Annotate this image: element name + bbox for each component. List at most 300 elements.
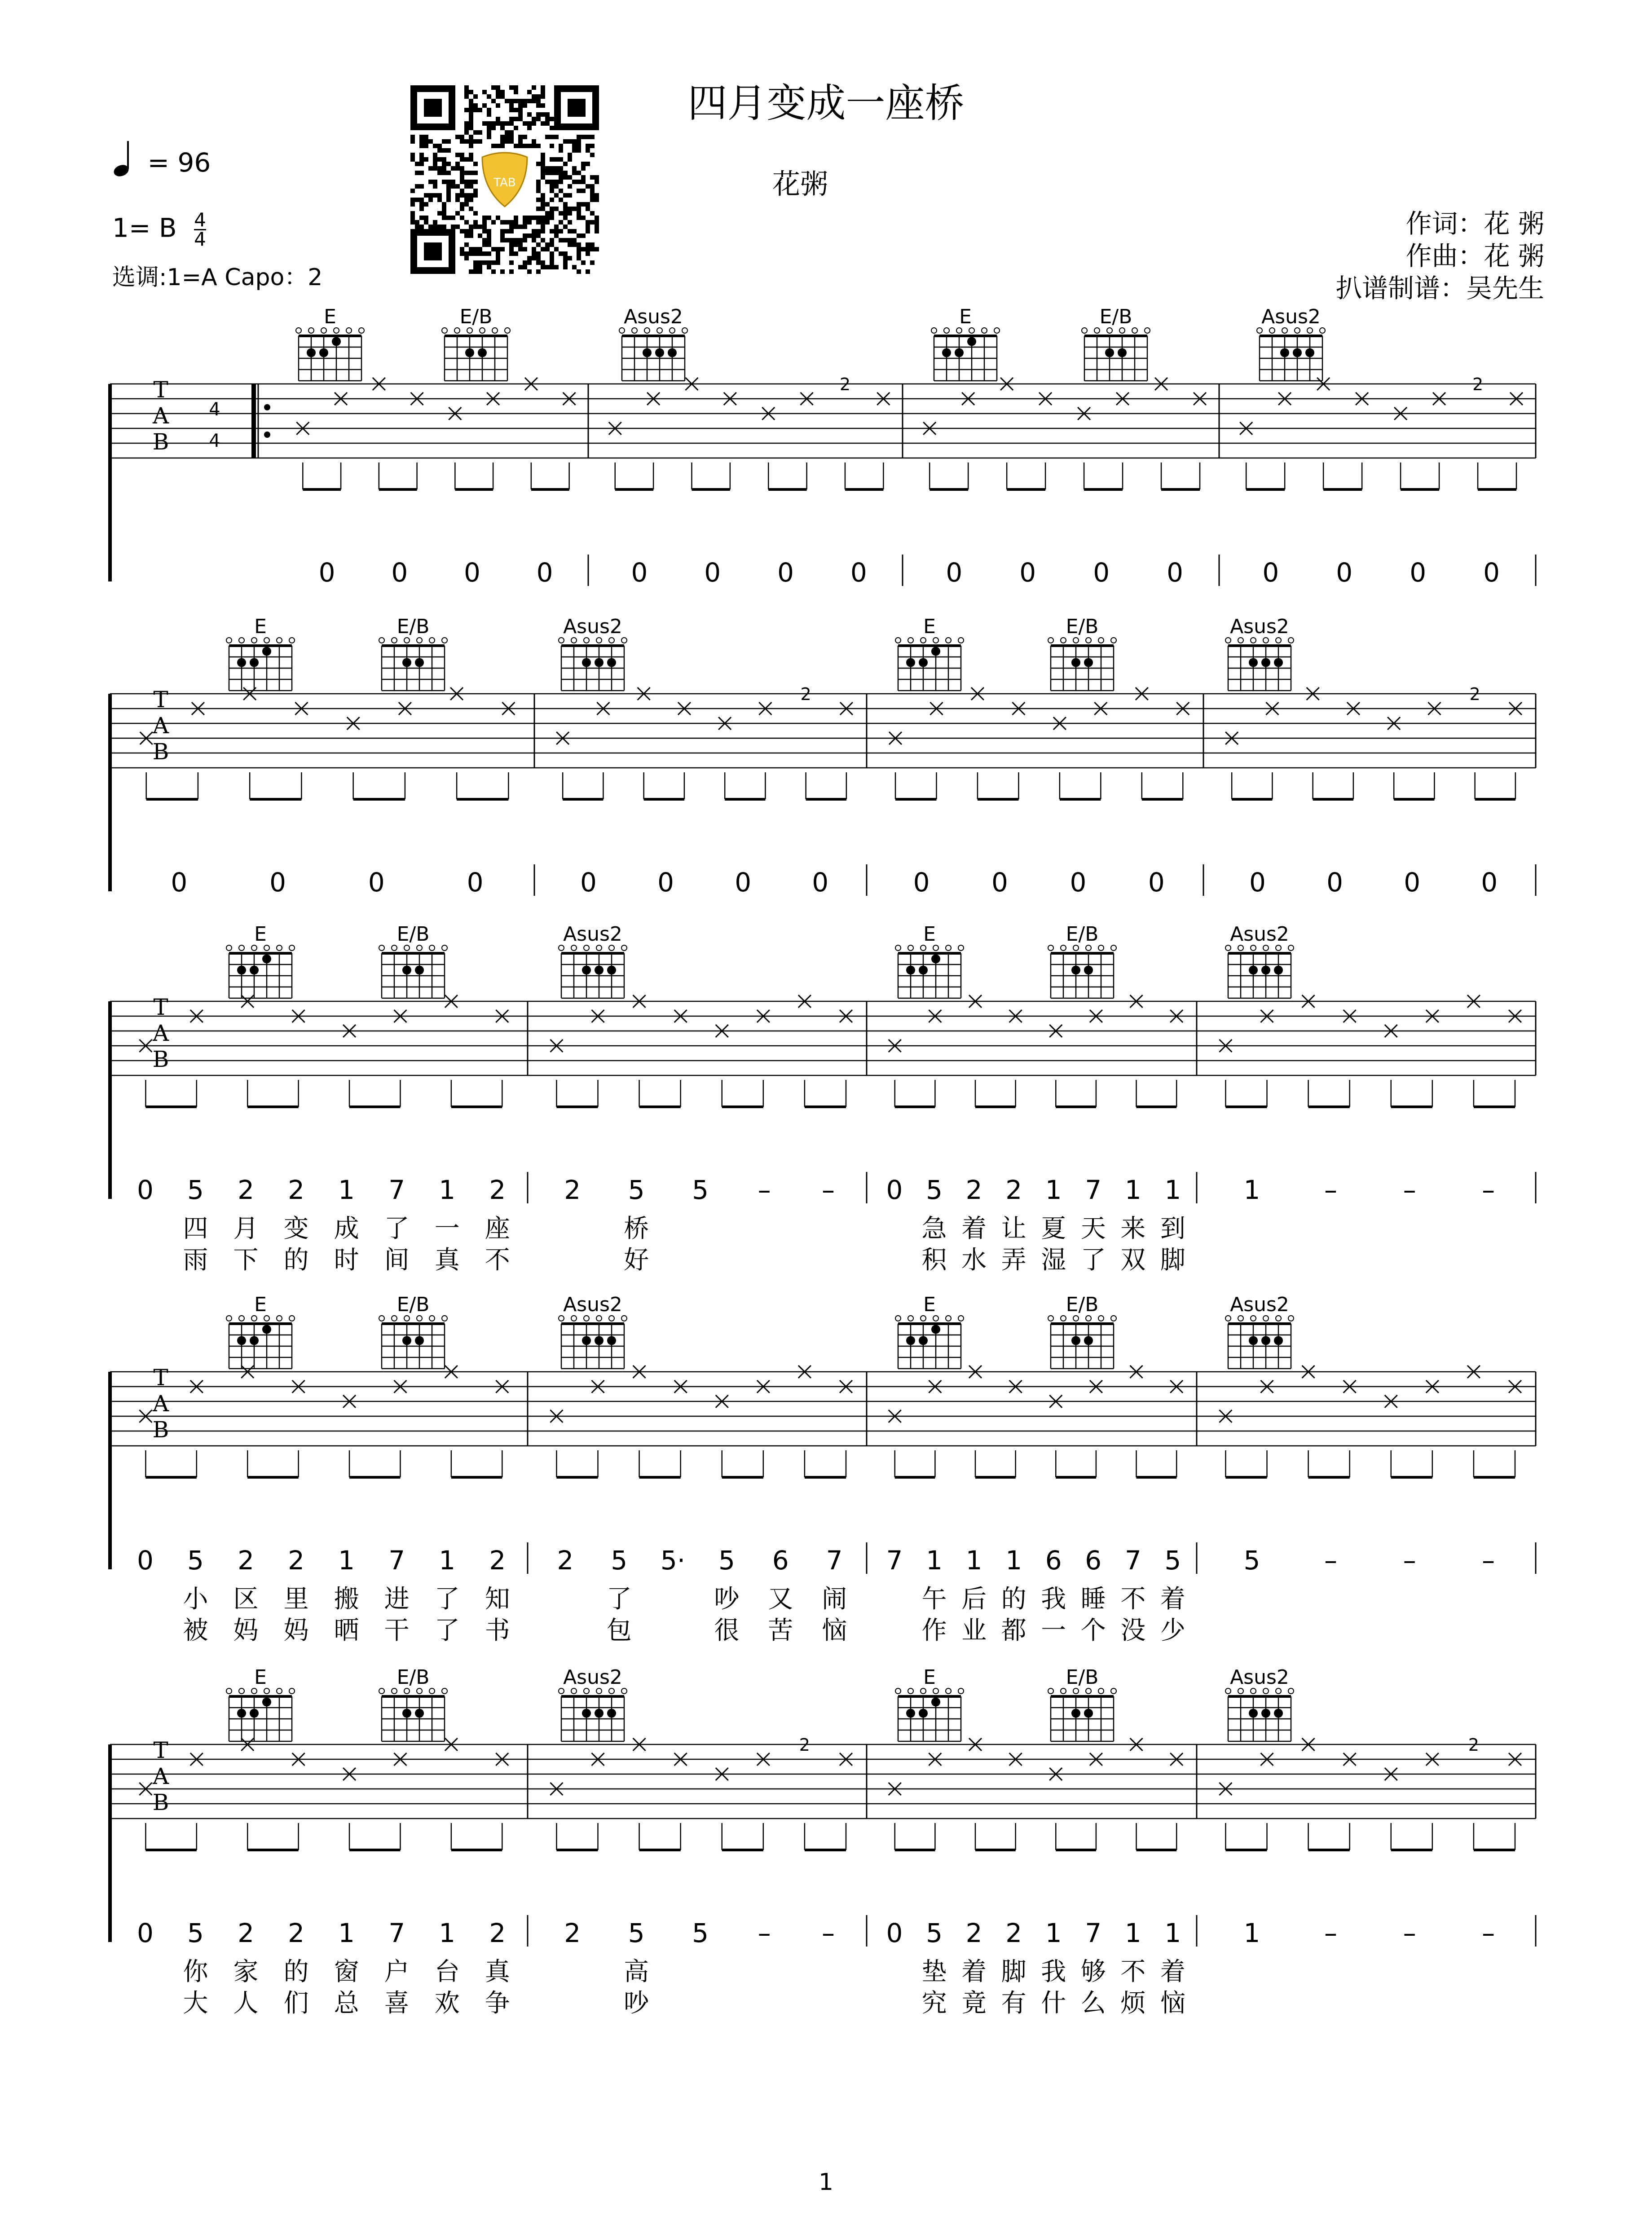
chord-diagram — [1082, 305, 1150, 381]
finger-dot — [655, 348, 664, 357]
lyric-char: 水 — [961, 1246, 987, 1275]
lyric-char: 真 — [434, 1246, 460, 1275]
open-string-marker — [1111, 945, 1116, 951]
tab-letter: A — [152, 1763, 169, 1789]
lyric-char: 恼 — [822, 1616, 847, 1645]
jianpu-note: 0 — [269, 867, 286, 898]
open-string-marker — [1225, 1316, 1231, 1321]
open-string-marker — [609, 1316, 614, 1321]
open-string-marker — [621, 638, 627, 643]
lyric-char: 月 — [233, 1214, 259, 1243]
chord-name: Asus2 — [624, 305, 683, 328]
open-string-marker — [1282, 328, 1287, 333]
finger-dot — [1249, 966, 1258, 975]
lyric-char: 脚 — [1160, 1246, 1185, 1275]
open-string-marker — [1048, 945, 1053, 951]
jianpu-note: 0 — [1167, 557, 1184, 588]
tab-measure — [609, 374, 890, 489]
chord-name: E — [923, 615, 936, 638]
lyric-char: 争 — [485, 1989, 510, 2018]
lyric-char: 人 — [233, 1989, 259, 2018]
finger-dot — [415, 1709, 424, 1718]
finger-dot — [478, 348, 487, 357]
finger-dot — [262, 1698, 271, 1707]
lyric-char: 我 — [1041, 1585, 1066, 1614]
finger-dot — [582, 1336, 591, 1345]
lyric-char: 作 — [921, 1616, 947, 1645]
open-string-marker — [1098, 1688, 1104, 1694]
finger-dot — [931, 955, 940, 964]
open-string-marker — [559, 1316, 564, 1321]
finger-dot — [607, 658, 616, 667]
lyric-char: 又 — [768, 1585, 793, 1614]
chord-diagram — [442, 305, 510, 381]
open-string-marker — [1276, 1316, 1281, 1321]
jianpu-note: 0 — [777, 557, 794, 588]
open-string-marker — [1061, 945, 1066, 951]
lyric-char: 了 — [384, 1214, 410, 1243]
jianpu-note: 1 — [1243, 1175, 1260, 1205]
chord-name: E/B — [1066, 1293, 1099, 1316]
jianpu-note: 1 — [439, 1175, 456, 1205]
lyric-char: 包 — [606, 1616, 632, 1645]
finger-dot — [262, 1325, 271, 1334]
jianpu-note: 7 — [1124, 1545, 1141, 1576]
open-string-marker — [308, 328, 314, 333]
chord-name: Asus2 — [563, 615, 622, 638]
jianpu-measure — [557, 1542, 867, 1576]
jianpu-note: 0 — [368, 867, 385, 898]
lyric-char: 间 — [384, 1246, 410, 1275]
chord-diagram — [559, 923, 627, 998]
lyric-char: 急 — [921, 1214, 947, 1243]
finger-dot — [595, 1336, 604, 1345]
open-string-marker — [1073, 1688, 1079, 1694]
chord-name: E — [923, 923, 936, 946]
finger-dot — [237, 1336, 246, 1345]
jianpu-measure — [886, 1915, 1197, 1948]
jianpu-note: 2 — [489, 1918, 506, 1948]
jianpu-note: 5 — [692, 1918, 709, 1948]
finger-dot — [906, 966, 915, 975]
open-string-marker — [1132, 328, 1137, 333]
open-string-marker — [958, 638, 964, 643]
lyric-char: 座 — [485, 1214, 510, 1243]
open-string-marker — [895, 1688, 901, 1694]
jianpu-note: 0 — [850, 557, 867, 588]
open-string-marker — [1225, 945, 1231, 951]
lyric-char: 欢 — [434, 1989, 460, 2018]
chord-name: E/B — [1066, 615, 1099, 638]
jianpu-note: – — [822, 1918, 835, 1948]
finger-dot — [402, 1709, 411, 1718]
open-string-marker — [429, 1316, 435, 1321]
jianpu-note: 0 — [886, 1918, 903, 1948]
fret-number: 2 — [800, 684, 811, 704]
finger-dot — [1274, 966, 1283, 975]
finger-dot — [931, 647, 940, 656]
tab-measure — [550, 1735, 852, 1850]
open-string-marker — [621, 1316, 627, 1321]
lyric-char: 的 — [283, 1246, 309, 1275]
finger-dot — [1105, 348, 1114, 357]
jianpu-measure — [1243, 1915, 1536, 1948]
chord-diagram — [895, 923, 964, 998]
open-string-marker — [958, 1688, 964, 1694]
open-string-marker — [933, 1688, 938, 1694]
open-string-marker — [429, 945, 435, 951]
jianpu-note: 6 — [1045, 1545, 1062, 1576]
artist-name: 花粥 — [772, 167, 828, 200]
tempo-value: = 96 — [147, 147, 211, 178]
time-sig-bottom: 4 — [194, 228, 206, 250]
open-string-marker — [1251, 945, 1256, 951]
open-string-marker — [379, 1316, 384, 1321]
time-sig-top: 4 — [194, 209, 206, 231]
open-string-marker — [1307, 328, 1313, 333]
chord-name: Asus2 — [1230, 615, 1289, 638]
open-string-marker — [908, 1316, 913, 1321]
open-string-marker — [946, 638, 951, 643]
chord-name: Asus2 — [563, 1293, 622, 1316]
jianpu-note: – — [758, 1175, 771, 1205]
finger-dot — [1084, 658, 1093, 667]
chord-diagram — [559, 615, 627, 691]
tab-letter: B — [152, 739, 169, 765]
open-string-marker — [289, 1316, 295, 1321]
lyric-char: 闹 — [822, 1585, 847, 1614]
open-string-marker — [1225, 638, 1231, 643]
lyric-char: 真 — [485, 1957, 510, 1986]
jianpu-measure — [580, 864, 867, 898]
jianpu-note: 0 — [991, 867, 1008, 898]
open-string-marker — [596, 1688, 602, 1694]
lyric-char: 么 — [1080, 1989, 1106, 2018]
jianpu-note: 0 — [536, 557, 553, 588]
jianpu-note: 1 — [439, 1918, 456, 1948]
finger-dot — [250, 966, 259, 975]
open-string-marker — [277, 1316, 282, 1321]
open-string-marker — [226, 1688, 232, 1694]
chord-name: E/B — [1099, 305, 1132, 328]
tab-letter: T — [153, 377, 168, 403]
finger-dot — [332, 337, 341, 346]
jianpu-note: 0 — [1483, 557, 1500, 588]
open-string-marker — [559, 1688, 564, 1694]
open-string-marker — [946, 1316, 951, 1321]
open-string-marker — [921, 638, 926, 643]
open-string-marker — [1111, 1688, 1116, 1694]
chord-diagram — [226, 615, 295, 691]
lyric-char: 积 — [921, 1246, 947, 1275]
chord-name: E — [254, 923, 267, 946]
open-string-marker — [1263, 1316, 1269, 1321]
open-string-marker — [632, 328, 637, 333]
score-system — [0, 923, 1652, 1282]
finger-dot — [1084, 1709, 1093, 1718]
jianpu-note: – — [1324, 1545, 1337, 1576]
open-string-marker — [417, 1688, 422, 1694]
jianpu-note: – — [1482, 1175, 1495, 1205]
open-string-marker — [931, 328, 937, 333]
finger-dot — [582, 658, 591, 667]
open-string-marker — [994, 328, 1000, 333]
lyric-char: 台 — [434, 1957, 460, 1986]
jianpu-note: 5 — [187, 1918, 204, 1948]
lyric-char: 不 — [1120, 1957, 1146, 1986]
open-string-marker — [429, 1688, 435, 1694]
open-string-marker — [584, 638, 589, 643]
finger-dot — [906, 658, 915, 667]
tab-staff — [110, 1744, 1536, 1819]
open-string-marker — [239, 1688, 244, 1694]
open-string-marker — [956, 328, 962, 333]
chord-name: E — [254, 1666, 267, 1689]
chord-diagram — [1225, 923, 1294, 998]
open-string-marker — [442, 328, 447, 333]
open-string-marker — [921, 1688, 926, 1694]
lyric-char: 的 — [1001, 1585, 1026, 1614]
open-string-marker — [1073, 1316, 1079, 1321]
jianpu-note: 2 — [489, 1545, 506, 1576]
jianpu-note: 0 — [1070, 867, 1087, 898]
finger-dot — [1280, 348, 1289, 357]
finger-dot — [967, 337, 976, 346]
credits — [1336, 207, 1544, 304]
open-string-marker — [442, 638, 447, 643]
lyric-char: 们 — [283, 1989, 309, 2018]
jianpu-note: 1 — [1164, 1175, 1181, 1205]
jianpu-note: 1 — [965, 1545, 982, 1576]
jianpu-note: 2 — [288, 1545, 305, 1576]
tab-letter: T — [153, 1365, 168, 1391]
lyric-char: 没 — [1120, 1616, 1146, 1645]
finger-dot — [402, 658, 411, 667]
song-title: 四月变成一座桥 — [687, 80, 965, 126]
open-string-marker — [1238, 1316, 1243, 1321]
open-string-marker — [1238, 945, 1243, 951]
open-string-marker — [895, 945, 901, 951]
jianpu-note: 5 — [1164, 1545, 1181, 1576]
lyric-char: 搬 — [334, 1585, 359, 1614]
jianpu-note: 5 — [628, 1175, 645, 1205]
finger-dot — [1293, 348, 1302, 357]
tab-time-top: 4 — [209, 399, 220, 420]
jianpu-measure — [319, 555, 588, 588]
jianpu-note: 0 — [318, 557, 335, 588]
lyric-char: 妈 — [233, 1616, 259, 1645]
jianpu-note: 7 — [826, 1545, 843, 1576]
lyric-line — [183, 1246, 1185, 1275]
open-string-marker — [289, 1688, 295, 1694]
lyric-line — [183, 1989, 1185, 2018]
jianpu-note: 0 — [137, 1175, 154, 1205]
open-string-marker — [277, 945, 282, 951]
finger-dot — [1249, 1709, 1258, 1718]
open-string-marker — [958, 945, 964, 951]
tab-measure — [550, 1365, 852, 1477]
jianpu-note: 0 — [913, 867, 930, 898]
lyric-char: 到 — [1160, 1214, 1185, 1243]
jianpu-note: 7 — [1085, 1918, 1102, 1948]
jianpu-note: 2 — [238, 1175, 254, 1205]
finger-dot — [919, 658, 928, 667]
finger-dot — [607, 1709, 616, 1718]
jianpu-note: 0 — [1093, 557, 1110, 588]
finger-dot — [465, 348, 474, 357]
open-string-marker — [1276, 1688, 1281, 1694]
jianpu-note: 2 — [288, 1175, 305, 1205]
finger-dot — [1274, 1336, 1283, 1345]
finger-dot — [237, 1709, 246, 1718]
chord-name: E — [959, 305, 972, 328]
score-system — [0, 1666, 1652, 2025]
finger-dot — [1274, 1709, 1283, 1718]
jianpu-note: 1 — [926, 1545, 943, 1576]
finger-dot — [250, 1709, 259, 1718]
transcriber: 扒谱制谱：吴先生 — [1335, 273, 1544, 304]
jianpu-note: 0 — [1404, 867, 1421, 898]
jianpu-note: – — [1403, 1175, 1416, 1205]
chord-diagram — [226, 923, 295, 998]
jianpu-note: 0 — [1336, 557, 1353, 588]
open-string-marker — [933, 1316, 938, 1321]
jianpu-note: 1 — [1124, 1918, 1141, 1948]
finger-dot — [955, 348, 964, 357]
finger-dot — [1261, 658, 1270, 667]
open-string-marker — [392, 945, 397, 951]
jianpu-note: 5 — [1243, 1545, 1260, 1576]
lyric-char: 我 — [1041, 1957, 1066, 1986]
lyric-char: 着 — [961, 1214, 987, 1243]
finger-dot — [931, 1698, 940, 1707]
jianpu-note: 0 — [1481, 867, 1498, 898]
tab-measure — [889, 995, 1183, 1107]
chord-name: Asus2 — [563, 1666, 622, 1689]
jianpu-note: 1 — [439, 1545, 456, 1576]
finger-dot — [643, 348, 652, 357]
finger-dot — [1249, 658, 1258, 667]
jianpu-note: 1 — [1045, 1175, 1062, 1205]
jianpu-note: 5 — [187, 1175, 204, 1205]
jianpu-note: 1 — [338, 1175, 355, 1205]
finger-dot — [1261, 1709, 1270, 1718]
score-system — [0, 1293, 1652, 1652]
jianpu-note: 2 — [965, 1175, 982, 1205]
open-string-marker — [982, 328, 987, 333]
jianpu-note: 6 — [1085, 1545, 1102, 1576]
lyric-char: 究 — [921, 1989, 947, 2018]
open-string-marker — [359, 328, 364, 333]
finger-dot — [942, 348, 951, 357]
open-string-marker — [379, 945, 384, 951]
lyric-char: 湿 — [1041, 1246, 1066, 1275]
jianpu-note: – — [1403, 1918, 1416, 1948]
lyric-line — [183, 1214, 1185, 1243]
finger-dot — [237, 658, 246, 667]
tab-letter: B — [152, 1789, 169, 1815]
lyric-char: 吵 — [624, 1989, 649, 2018]
open-string-marker — [264, 945, 269, 951]
lyric-char: 天 — [1080, 1214, 1106, 1243]
open-string-marker — [379, 1688, 384, 1694]
open-string-marker — [1048, 638, 1053, 643]
jianpu-note: 0 — [735, 867, 752, 898]
finger-dot — [402, 1336, 411, 1345]
lyric-char: 干 — [384, 1616, 410, 1645]
open-string-marker — [1061, 1316, 1066, 1321]
jianpu-measure — [1249, 864, 1536, 898]
qr-finder-tr — [554, 85, 599, 130]
lyric-char: 够 — [1080, 1957, 1106, 1986]
finger-dot — [668, 348, 677, 357]
open-string-marker — [392, 1688, 397, 1694]
jianpu-measure — [1262, 555, 1536, 588]
open-string-marker — [226, 945, 232, 951]
open-string-marker — [1086, 945, 1091, 951]
open-string-marker — [404, 945, 410, 951]
jianpu-measure — [1243, 1542, 1536, 1576]
chord-name: E — [923, 1293, 936, 1316]
open-string-marker — [621, 1688, 627, 1694]
jianpu-note: 0 — [463, 557, 480, 588]
jianpu-note: 5 — [187, 1545, 204, 1576]
jianpu-note: 1 — [1164, 1918, 1181, 1948]
open-string-marker — [1119, 328, 1125, 333]
open-string-marker — [1098, 945, 1104, 951]
jianpu-note: 2 — [288, 1918, 305, 1948]
tab-letter: A — [152, 1020, 169, 1046]
lyric-char: 不 — [1120, 1585, 1146, 1614]
open-string-marker — [296, 328, 301, 333]
finger-dot — [607, 1336, 616, 1345]
chord-diagram — [379, 1666, 447, 1741]
lyric-line — [183, 1585, 1185, 1614]
tab-measure — [139, 1365, 508, 1477]
open-string-marker — [264, 1688, 269, 1694]
chord-name: E/B — [1066, 923, 1099, 946]
open-string-marker — [346, 328, 352, 333]
open-string-marker — [682, 328, 687, 333]
qr-code — [406, 81, 604, 278]
open-string-marker — [584, 1688, 589, 1694]
lyric-char: 成 — [334, 1214, 359, 1243]
finger-dot — [919, 1709, 928, 1718]
lyric-char: 了 — [434, 1616, 460, 1645]
finger-dot — [262, 955, 271, 964]
tab-staff — [110, 1372, 1536, 1446]
finger-dot — [415, 658, 424, 667]
lyric-char: 烦 — [1120, 1989, 1146, 2018]
chord-diagram — [379, 615, 447, 691]
fret-number: 2 — [1468, 1735, 1479, 1755]
jianpu-note: 2 — [489, 1175, 506, 1205]
open-string-marker — [1073, 638, 1079, 643]
lyric-char: 总 — [334, 1989, 359, 2018]
tab-letter: B — [152, 1417, 169, 1443]
tab-measure — [1240, 374, 1523, 489]
open-string-marker — [1061, 638, 1066, 643]
open-string-marker — [417, 945, 422, 951]
finger-dot — [595, 658, 604, 667]
lyric-char: 了 — [606, 1585, 632, 1614]
jianpu-measure — [1243, 1172, 1536, 1205]
open-string-marker — [958, 1316, 964, 1321]
finger-dot — [262, 647, 271, 656]
chord-name: Asus2 — [1230, 923, 1289, 946]
jianpu-note: – — [1324, 1918, 1337, 1948]
jianpu-note: 0 — [1326, 867, 1344, 898]
